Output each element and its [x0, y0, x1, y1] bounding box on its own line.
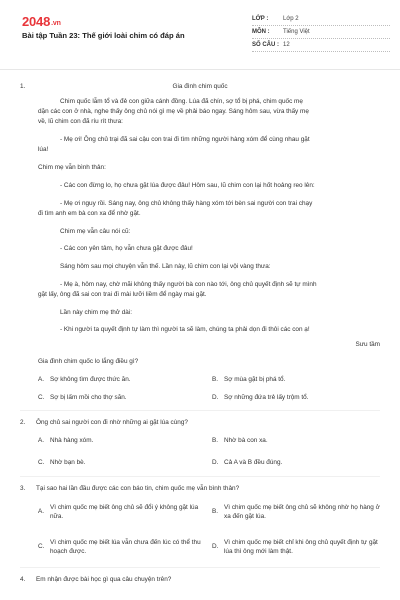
option-text: Nhờ bà con xa.	[224, 437, 268, 444]
option-letter: A.	[38, 437, 45, 444]
passage-line: lúa!	[38, 146, 49, 153]
passage-line: Chim mẹ vẫn bình thản:	[38, 164, 106, 171]
option-d[interactable]	[212, 538, 380, 556]
question-separator	[20, 476, 380, 477]
option-text: Cả A và B đều đúng.	[224, 459, 283, 466]
option-b[interactable]	[212, 375, 380, 384]
question-number: 2.	[20, 419, 26, 426]
question-number: 3.	[20, 485, 26, 492]
meta-value: 12	[283, 42, 290, 48]
question-number: 4.	[20, 576, 26, 583]
option-a[interactable]	[38, 436, 198, 445]
document-title: Bài tập Tuần 23: Thế giới loài chim có đáp án	[22, 31, 185, 40]
question-text: Gia đình chim quốc lo lắng điều gì?	[38, 358, 139, 365]
option-text: Vì chim quốc mẹ biết lúa vẫn chưa đến lúc có thể thu hoạch được.	[50, 539, 201, 555]
option-letter: C.	[38, 543, 45, 550]
question-separator	[20, 410, 380, 411]
option-text: Nhà hàng xóm.	[50, 437, 94, 444]
passage-line: - Mẹ ơi! Ông chủ trại đã sai cậu con trai đi tìm những người hàng xóm để cùng nhau gặt	[60, 136, 310, 143]
option-letter: B.	[212, 376, 219, 383]
option-b[interactable]	[212, 436, 380, 445]
option-text: Sợ những đứa trẻ lấy trộm tổ.	[224, 394, 309, 401]
option-c[interactable]	[38, 538, 203, 556]
option-d[interactable]	[212, 458, 380, 467]
option-b[interactable]	[212, 503, 380, 521]
option-c[interactable]	[38, 393, 198, 402]
meta-label: MÔN :	[252, 29, 270, 35]
passage-line: gặt lấy, ông đã sai con trai đi mài lưỡi liềm để ngày mai gặt.	[38, 291, 207, 298]
question-text: Em nhận được bài học gì qua câu chuyện trên?	[36, 576, 172, 583]
question-text: Ông chủ sai người con đi nhờ những ai gặt lúa cùng?	[36, 419, 188, 426]
question-number: 1.	[20, 83, 26, 90]
meta-info	[252, 13, 390, 52]
meta-value: Lớp 2	[283, 16, 299, 22]
option-letter: D.	[212, 543, 219, 550]
site-logo[interactable]	[22, 14, 61, 29]
passage-line: Lần này chim mẹ thở dài:	[60, 309, 133, 316]
passage-line: - Mẹ ơi nguy rồi. Sáng nay, ông chủ không thấy hàng xóm tới bèn sai người con trai chạy	[60, 200, 313, 207]
meta-value: Tiếng Việt	[283, 29, 310, 35]
option-c[interactable]	[38, 458, 198, 467]
passage-line: Chim mẹ vẫn câu nói cũ:	[60, 228, 131, 235]
passage-line: - Mẹ à, hôm nay, chờ mãi không thấy người bà con nào tới, ông chủ quyết định sẽ tự mình	[60, 281, 317, 288]
passage-title: Gia đình chim quốc	[172, 83, 228, 90]
logo-suffix: .vn	[51, 20, 61, 27]
option-a[interactable]	[38, 375, 198, 384]
passage-source: Sưu tầm	[355, 341, 380, 348]
option-letter: D.	[212, 459, 219, 466]
option-text: Sợ không tìm được thức ăn.	[50, 376, 131, 383]
option-letter: B.	[212, 437, 219, 444]
option-text: Sợ bị lấm mồi cho thợ săn.	[50, 394, 127, 401]
option-letter: D.	[212, 394, 219, 401]
meta-label: SỐ CÂU :	[252, 42, 279, 48]
option-letter: A.	[38, 376, 45, 383]
option-text: Vì chim quốc mẹ biết chỉ khi ông chủ quyết định tự gặt lúa thì ông mới làm thật.	[224, 539, 378, 555]
option-letter: B.	[212, 508, 219, 515]
page-header	[0, 0, 400, 64]
passage-line: - Các con đừng lo, họ chưa gặt lúa được đâu! Hôm sau, lũ chim con lại hốt hoảng reo lên:	[60, 182, 315, 189]
passage-line: - Khi người ta quyết định tự làm thì người ta sẽ làm, chúng ta phải dọn đi thôi các con ạ!	[60, 326, 310, 333]
option-text: Nhờ bạn bè.	[50, 459, 86, 466]
option-letter: C.	[38, 459, 45, 466]
meta-label: LỚP :	[252, 16, 269, 22]
passage-line: về, lũ chim con đã ríu rít thưa:	[38, 118, 123, 125]
logo-text: 2048	[22, 14, 51, 29]
question-text: Tại sao hai lần đầu được các con báo tin, chim quốc mẹ vẫn bình thản?	[36, 485, 240, 492]
passage-line: dặn các con ở nhà, nghe thấy ông chủ nói gì mẹ về phải báo ngay. Sáng hôm sau, vừa thấy mẹ	[38, 108, 309, 115]
passage-line: Sáng hôm sau mọi chuyện vẫn thế. Lần này, lũ chim con lại vội vàng thưa:	[60, 263, 271, 270]
option-d[interactable]	[212, 393, 380, 402]
question-separator	[20, 567, 380, 568]
meta-row-count	[252, 39, 390, 52]
meta-row-class	[252, 13, 390, 26]
option-text: Vì chim quốc mẹ biết ông chủ sẽ không nhờ họ hàng ở xa đến gặt lúa.	[224, 504, 380, 520]
passage-line: - Các con yên tâm, họ vẫn chưa gặt được đâu!	[60, 245, 193, 252]
meta-row-subject	[252, 26, 390, 39]
option-text: Vì chim quốc mẹ biết ông chủ sẽ đổi ý không gặt lúa nữa.	[50, 504, 199, 520]
option-letter: C.	[38, 394, 45, 401]
option-letter: A.	[38, 508, 45, 515]
header-divider	[0, 69, 400, 70]
option-a[interactable]	[38, 503, 203, 521]
option-text: Sợ mùa gặt bị phá tổ.	[224, 376, 286, 383]
passage-line: đi tìm anh em bà con xa để nhờ gặt.	[38, 210, 141, 217]
passage-line: Chim quốc lẫm tổ và đẻ con giữa cánh đồng. Lúa đã chín, sợ tổ bị phá, chim quốc mẹ	[60, 98, 303, 105]
